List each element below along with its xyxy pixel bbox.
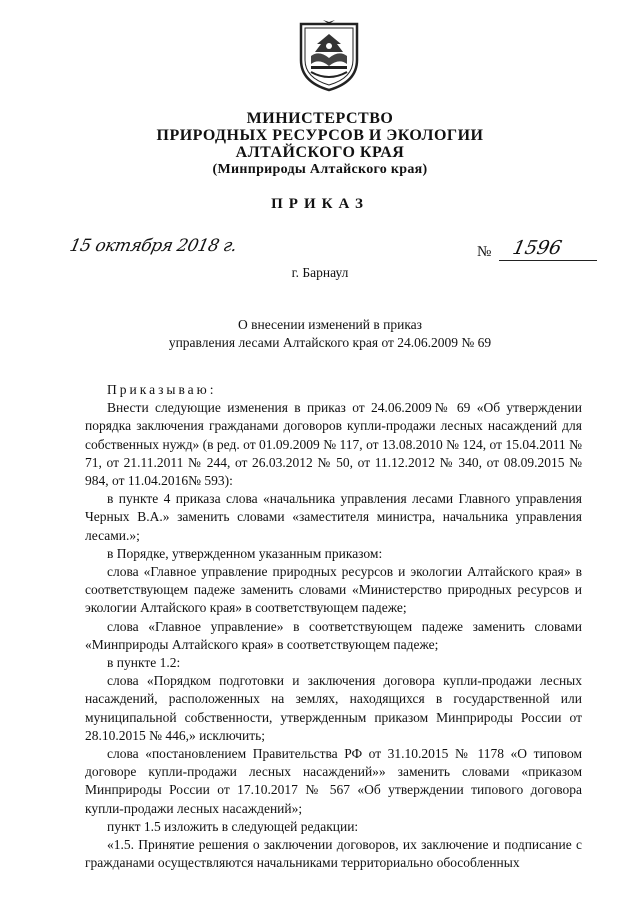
ministry-short-name: (Минприроды Алтайского края) bbox=[212, 162, 428, 177]
number-line bbox=[499, 237, 597, 261]
paragraph: слова «Порядком подготовки и заключения договора купли-продажи лесных насаждений, расположенных на землях, находящихся в государственной или муниципальной собственности, утвержденным приказом Минприроды России от 28.10.2015 № 446,» исключить; bbox=[85, 673, 582, 743]
paragraph: в пункте 1.2: bbox=[107, 655, 181, 671]
ministry-name-line-3: АЛТАЙСКОГО КРАЯ bbox=[235, 144, 405, 161]
city: г. Барнаул bbox=[291, 265, 349, 280]
paragraph: в Порядке, утвержденном указанным приказом: bbox=[107, 545, 383, 561]
document-body bbox=[85, 381, 582, 872]
number-label: № bbox=[477, 244, 492, 260]
ministry-name-line-2: ПРИРОДНЫХ РЕСУРСОВ И ЭКОЛОГИИ bbox=[156, 127, 484, 144]
paragraph: слова «Главное управление природных ресурсов и экологии Алтайского края» в соответствующем падеже заменить словами «Министерство природных ресурсов и экологии Алтайского края» в соответствующем падеже; bbox=[85, 564, 582, 616]
handwritten-date: 15 октября 2018 г. bbox=[67, 236, 239, 256]
paragraph: «1.5. Принятие решения о заключении договоров, их заключение и подписание с гражданами осуществляются начальниками территориально обособленных bbox=[85, 837, 582, 871]
paragraph: слова «постановлением Правительства РФ от 31.10.2015 № 1178 «О типовом договоре купли-продажи лесных насаждений»» заменить словами «приказом Минприроды России от 17.10.2017 № 567 «Об утверждении типового договора купли-продажи лесных насаждений»; bbox=[85, 746, 582, 816]
order-number bbox=[477, 237, 597, 261]
order-intro: Приказываю: bbox=[107, 382, 217, 397]
paragraph: пункт 1.5 изложить в следующей редакции: bbox=[107, 818, 359, 834]
handwritten-number: 1596 bbox=[510, 237, 564, 259]
ministry-name-line-1: МИНИСТЕРСТВО bbox=[246, 110, 394, 127]
document-title: ПРИКАЗ bbox=[271, 196, 369, 212]
subject-line-1: О внесении изменений в приказ bbox=[237, 317, 423, 332]
paragraph: слова «Главное управление» в соответствующем падеже заменить словами «Минприроды Алтайского края» в соответствующем падеже; bbox=[85, 618, 582, 652]
paragraph: Внести следующие изменения в приказ от 24.06.2009№ 69 «Об утверждении порядка заключения гражданами договоров купли-продажи лесных насаждений для собственных нужд» (в ред. от 01.09.2009 № 117, от 13.08.2010 № 124, от 15.04.2011 № 71, от 21.11.2011 № 244, от 26.03.2012 № 50, от 11.12.2012 № 340, от 08.09.2015 № 984, от 11.04.2016№ 593): bbox=[85, 400, 582, 489]
subject-line-2: управления лесами Алтайского края от 24.06.2009 № 69 bbox=[168, 335, 492, 350]
coat-of-arms-emblem bbox=[297, 20, 361, 92]
paragraph: в пункте 4 приказа слова «начальника управления лесами Главного управления Черных В.А.» заменить словами «заместителя министра, начальника управления лесами.»; bbox=[85, 491, 582, 543]
